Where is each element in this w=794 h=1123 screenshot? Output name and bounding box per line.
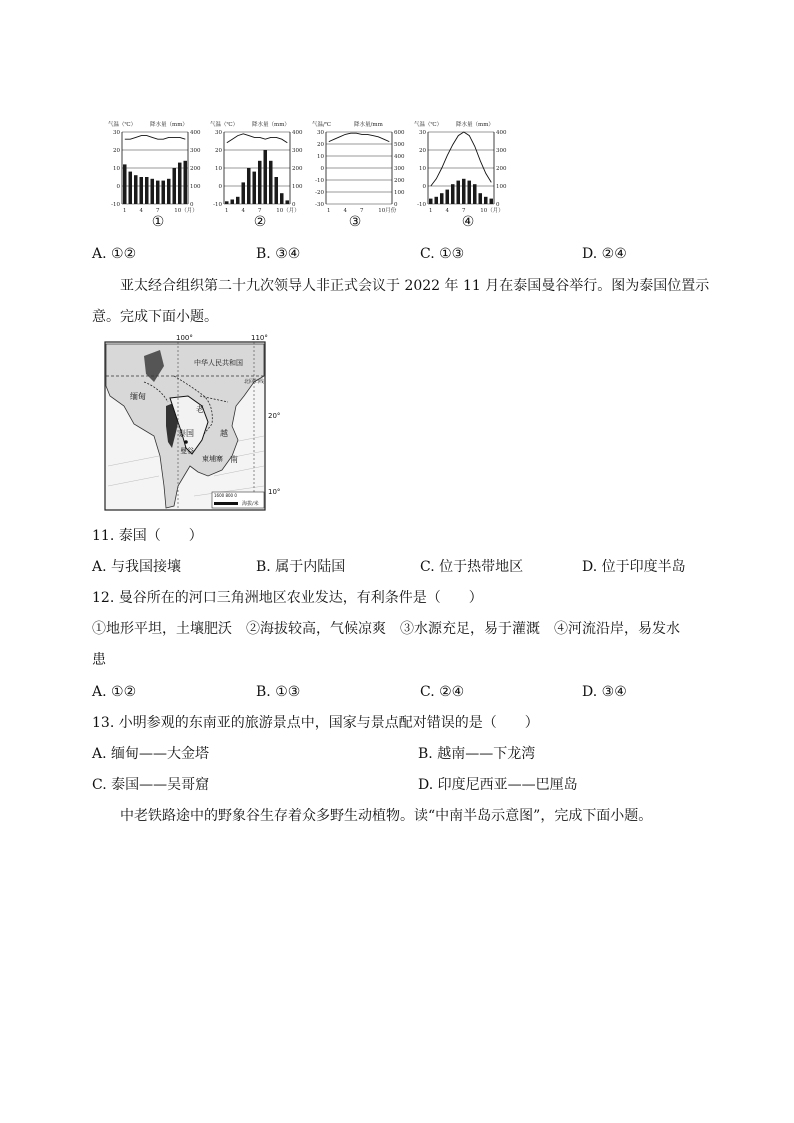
option-letter: C. [420,559,435,575]
precipitation-tick-label: 300 [292,148,303,154]
month-tick-label: 10（月） [276,208,300,214]
precipitation-bar [252,172,256,204]
month-tick-label: 1 [429,208,433,214]
option-text: ①③ [439,246,465,262]
option-text: ①② [111,684,137,700]
q12-option-c[interactable] [420,682,464,702]
climate-chart-3-svg [312,118,418,214]
passage-2: 中老铁路途中的野象谷生存着众多野生动植物。读“中南半岛示意图”，完成下面小题。 [120,808,653,824]
temperature-tick-label: 20 [317,142,324,148]
passage-1-line-2: 意。完成下面小题。 [92,309,218,325]
option-text: 与我国接壤 [111,559,182,575]
option-text: 印度尼西亚——巴厘岛 [437,777,578,793]
precipitation-tick-label: 200 [394,178,405,184]
q10-option-c[interactable] [420,244,464,264]
option-letter: D. [582,246,598,262]
temperature-axis-title: 气温（℃） [414,122,443,128]
precipitation-bar [263,150,267,204]
precipitation-bar [128,172,132,204]
thailand-map-svg [104,336,271,512]
temperature-tick-label: 30 [317,130,324,136]
precipitation-tick-label: 600 [394,130,405,136]
precipitation-tick-label: 0 [496,202,500,208]
precipitation-bar [225,201,229,204]
map-label-tropic: 北回归线 [244,379,265,385]
map-label-china: 中华人民共和国 [194,359,243,367]
precipitation-bar [462,179,466,204]
temperature-tick-label: 0 [116,184,120,190]
temperature-tick-label: -10 [315,178,324,184]
q10-option-a[interactable] [92,244,136,264]
temperature-tick-label: 20 [113,148,120,154]
q13-option-a[interactable] [92,744,209,764]
precipitation-bar [451,184,455,204]
precipitation-tick-label: 200 [292,166,303,172]
option-letter: B. [256,559,271,575]
precipitation-bar [230,200,234,205]
climate-chart-1-svg [108,118,214,214]
option-letter: C. [420,246,435,262]
precipitation-bar [183,161,187,204]
temperature-line [227,134,287,143]
precipitation-bar [445,190,449,204]
map-label-myanmar: 缅甸 [130,392,146,401]
precipitation-bar [167,179,171,204]
temperature-tick-label: 30 [113,130,120,136]
q12-conditions-line-2: 患 [92,652,106,668]
precipitation-tick-label: 100 [292,184,303,190]
temperature-axis-title: 气温/℃ [312,122,332,128]
precipitation-tick-label: 100 [496,184,507,190]
passage-1-line-1: 亚太经合组织第二十九次领导人非正式会议于 2022 年 11 月在泰国曼谷举行。图为泰国位置示 [120,278,710,294]
option-letter: A. [92,559,107,575]
precipitation-bar [473,184,477,204]
precipitation-tick-label: 400 [496,130,507,136]
option-text: 位于印度半岛 [601,559,686,575]
month-tick-label: 1 [327,208,331,214]
temperature-line [431,132,492,186]
precipitation-bar [236,197,240,204]
q11-stem: 11. 泰国（ ） [92,528,203,544]
map-label-vietnam-2: 南 [230,455,238,464]
precipitation-bar [440,193,444,204]
month-tick-label: 4 [343,208,347,214]
precipitation-bar [156,181,160,204]
map-label-laos: 老 [196,405,204,414]
temperature-axis-title: 气温（℃） [108,122,137,128]
q10-option-d[interactable] [582,244,627,264]
q12-option-a[interactable] [92,682,136,702]
option-letter: A. [92,246,107,262]
map-lat-label-20: 20° [268,412,281,420]
precipitation-bar [467,181,471,204]
option-text: ①③ [275,684,301,700]
precipitation-tick-label: 0 [190,202,194,208]
map-label-vietnam-1: 越 [220,429,228,438]
q11-option-c[interactable] [420,557,523,577]
map-label-thailand: 泰国 [178,429,194,438]
precipitation-bar [489,199,493,204]
precipitation-tick-label: 400 [394,154,405,160]
option-letter: D. [582,559,598,575]
precipitation-bar [139,177,143,204]
map-label-cambodia: 柬埔寨 [202,455,223,463]
month-tick-label: 7 [462,208,466,214]
precipitation-bar [241,182,245,204]
option-text: 泰国——吴哥窟 [111,777,210,793]
precipitation-tick-label: 0 [292,202,296,208]
temperature-tick-label: 20 [215,148,222,154]
temperature-tick-label: 10 [215,166,222,172]
month-tick-label: 10（月） [480,208,504,214]
q12-option-d[interactable] [582,682,627,702]
temperature-tick-label: 30 [215,130,222,136]
precipitation-bar [269,161,273,204]
month-tick-label: 7 [258,208,262,214]
precipitation-tick-label: 200 [190,166,201,172]
month-tick-label: 7 [360,208,364,214]
map-lon-label-100: 100° [176,334,193,342]
option-letter: D. [582,684,598,700]
temperature-tick-label: 10 [419,166,426,172]
temperature-tick-label: -10 [213,202,222,208]
precipitation-bar [134,175,138,204]
precipitation-bar [456,181,460,204]
precipitation-bar [484,197,488,204]
q13-option-b[interactable] [418,744,535,764]
temperature-tick-label: -20 [315,190,324,196]
option-text: ②④ [601,246,627,262]
precipitation-axis-title: 降水量（mm） [456,122,494,128]
temperature-tick-label: 0 [422,184,426,190]
precipitation-tick-label: 400 [190,130,201,136]
precipitation-bar [161,181,165,204]
precipitation-bar [172,168,176,204]
precipitation-bar [145,177,149,204]
scale-bar [214,502,238,505]
q13-option-c[interactable] [92,775,209,795]
temperature-axis-title: 气温（℃） [210,122,239,128]
option-letter: B. [256,246,271,262]
precipitation-bar [429,199,433,204]
option-letter: A. [92,684,107,700]
precipitation-tick-label: 400 [292,130,303,136]
climate-chart-1-label: ① [151,214,165,230]
precipitation-bar [178,163,182,204]
month-tick-label: 4 [445,208,449,214]
option-text: ①② [111,246,137,262]
precipitation-bar [274,177,278,204]
temperature-tick-label: 0 [218,184,222,190]
precipitation-bar [247,168,251,204]
q12-option-b[interactable] [256,682,300,702]
q10-option-b[interactable] [256,244,300,264]
option-letter: B. [418,746,433,762]
option-text: ③④ [601,684,627,700]
temperature-tick-label: -10 [417,202,426,208]
precipitation-bar [280,193,284,204]
map-scale-label: 1600 800 0 [214,493,237,498]
q11-option-d[interactable] [582,557,686,577]
precipitation-tick-label: 300 [190,148,201,154]
precipitation-bar [123,164,127,204]
month-tick-label: 1 [225,208,229,214]
option-letter: D. [418,777,434,793]
month-tick-label: 10月份 [378,208,397,214]
option-letter: C. [92,777,107,793]
precipitation-tick-label: 300 [394,166,405,172]
thailand-location-map [104,334,281,512]
precipitation-tick-label: 300 [496,148,507,154]
option-letter: B. [256,684,271,700]
map-lon-label-110: 110° [251,334,268,342]
temperature-line [125,136,186,140]
option-text: 位于热带地区 [439,559,524,575]
q12-conditions-line-1: ①地形平坦，土壤肥沃 ②海拔较高，气候凉爽 ③水源充足，易于灌溉 ④河流沿岸，易发水 [92,621,680,637]
temperature-tick-label: 0 [320,166,324,172]
month-tick-label: 10（月） [174,208,198,214]
temperature-tick-label: 10 [317,154,324,160]
precipitation-axis-title: 降水量（mm） [150,122,188,128]
climate-chart-2-label: ② [253,214,267,230]
temperature-line [329,133,390,141]
option-text: 缅甸——大金塔 [111,746,210,762]
temperature-tick-label: -10 [111,202,120,208]
option-letter: C. [420,684,435,700]
q12-stem: 12. 曼谷所在的河口三角洲地区农业发达，有利条件是（ ） [92,590,483,606]
precipitation-bar [478,193,482,204]
option-text: ③④ [275,246,301,262]
option-text: ②④ [439,684,465,700]
climate-chart-2-svg [210,118,316,214]
climate-chart-4-label: ④ [461,214,475,230]
precipitation-axis-title: 降水量（mm） [252,122,290,128]
q11-option-b[interactable] [256,557,345,577]
month-tick-label: 1 [123,208,127,214]
temperature-tick-label: 30 [419,130,426,136]
temperature-tick-label: -30 [315,202,324,208]
precipitation-bar [150,179,154,204]
option-text: 属于内陆国 [275,559,346,575]
q13-stem: 13. 小明参观的东南亚的旅游景点中，国家与景点配对错误的是（ ） [92,715,539,731]
precipitation-tick-label: 100 [190,184,201,190]
map-label-bangkok: 曼谷 [180,447,194,455]
precipitation-bar [285,200,289,204]
month-tick-label: 7 [156,208,160,214]
precipitation-tick-label: 500 [394,142,405,148]
precipitation-bar [434,197,438,204]
month-tick-label: 4 [241,208,245,214]
option-text: 越南——下龙湾 [437,746,536,762]
map-lat-label-10: 10° [268,488,281,496]
temperature-tick-label: 10 [113,166,120,172]
map-legend-label: 海拔/米 [242,501,259,507]
option-letter: A. [92,746,107,762]
q13-option-d[interactable] [418,775,578,795]
temperature-tick-label: 20 [419,148,426,154]
q11-option-a[interactable] [92,557,181,577]
month-tick-label: 4 [139,208,143,214]
precipitation-tick-label: 100 [394,190,405,196]
precipitation-bar [258,161,262,204]
climate-chart-3-label: ③ [348,214,362,230]
precipitation-tick-label: 0 [394,202,398,208]
bangkok-dot [184,440,188,444]
precipitation-tick-label: 200 [496,166,507,172]
precipitation-axis-title: 降水量/mm [354,122,383,128]
climate-chart-4-svg [414,118,520,214]
